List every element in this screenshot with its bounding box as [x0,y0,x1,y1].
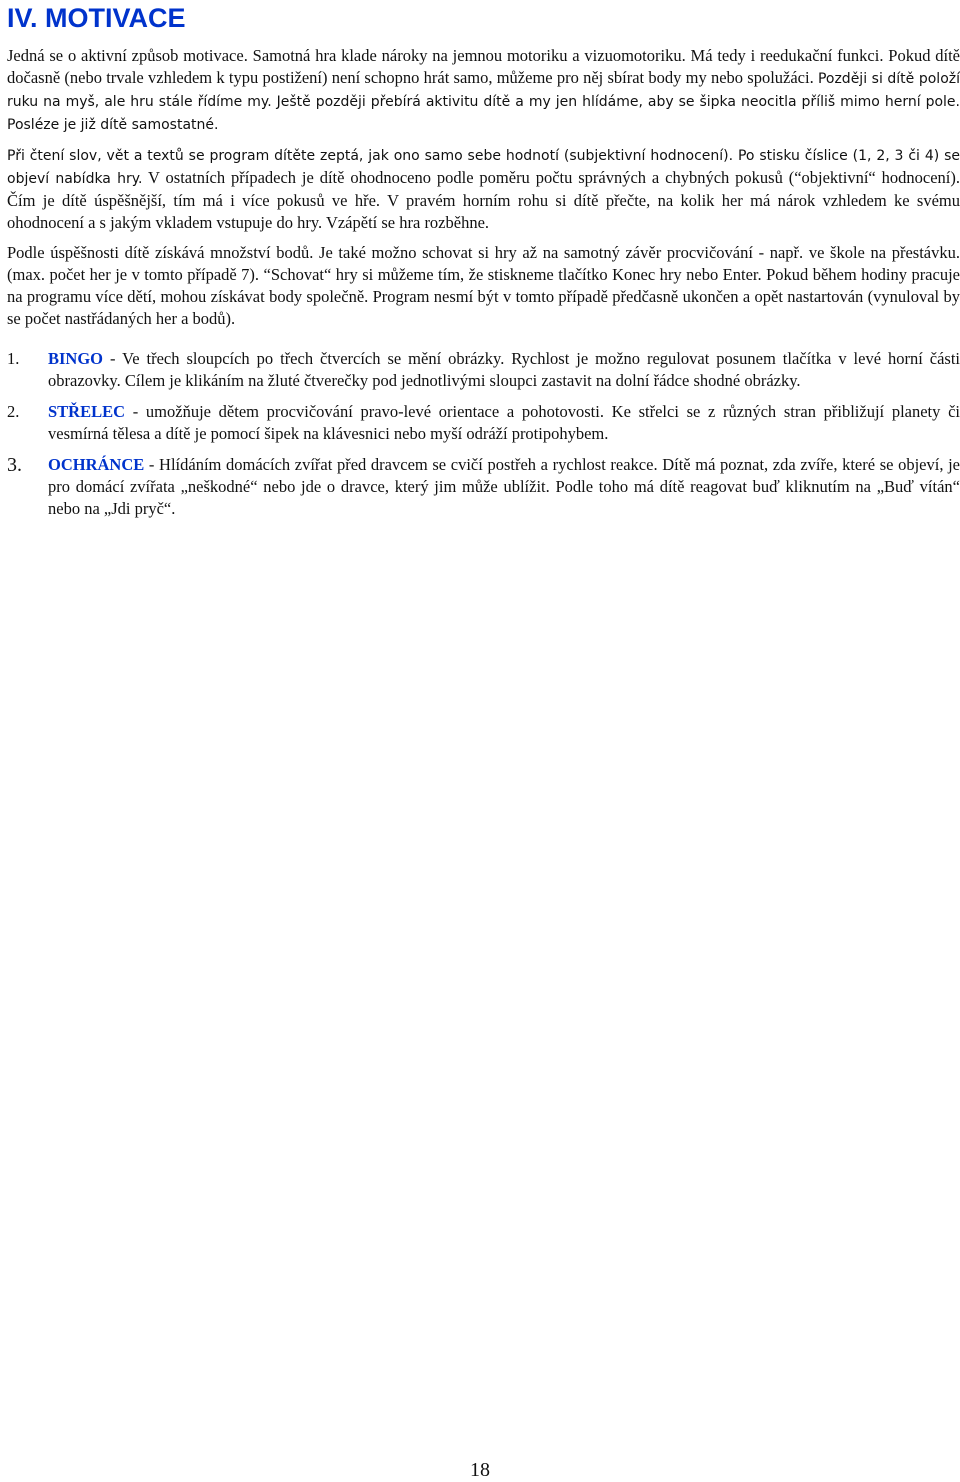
page-number: 18 [470,1459,490,1481]
paragraph-points: Podle úspěšnosti dítě získává množství bodů. Je také možno schovat si hry až na samotný závěr procvičování - např. ve škole na přestávku. (max. počet her je v tomto případě 7). “Schovat“ hry si můžeme tím, že stiskneme tlačítko Konec hry nebo Enter. Pokud během hodiny pracuje na programu více dětí, mohou získávat body společně. Program nesmí být v tomto případě předčasně ukončen a opět nastartován (vynuloval by se počet nastřádaných her a bodů). [7,243,960,328]
list-number: 1. [7,349,20,368]
list-keyword: OCHRÁNCE [48,455,145,474]
list-text: - Hlídáním domácích zvířat před dravcem se cvičí postřeh a rychlost reakce. Dítě má poznat, zda zvíře, které se objeví, je pro domácí zvířata „neškodné“ nebo jde o dravce, který jim může ublížit. Podle toho má dítě reagovat buď kliknutím na „Buď vítán“ nebo na „Jdi pryč“. [48,455,960,518]
paragraph-motivation-part-c: Ještě později přebírá aktivitu dítě a my jen hlídáme, aby se šipka neocitla příliš mimo herní pole. Posléze je již dítě samostatné. [7,94,960,133]
paragraph-motivation-part-a: Jedná se o aktivní způsob motivace. Samotná hra klade nároky na jemnou motoriku a vizuomotoriku. Má tedy i reedukační funkci. Pokud dítě dočasně (nebo trvale vzhledem k typu postižení) není schopno hrát samo, můžeme pro něj sbírat body my nebo spolužáci. [7,46,960,87]
list-spacer [7,338,960,348]
list-item-bingo [7,348,960,392]
list-item-strelec [7,401,960,445]
paragraph-motivation [7,45,960,136]
section-heading: IV. MOTIVACE [7,3,186,33]
list-text: - Ve třech sloupcích po třech čtvercích se mění obrázky. Rychlost je možno regulovat posunem tlačítka v levé horní části obrazovky. Cílem je klikáním na žluté čtverečky pod jednotlivými sloupci zastavit na dolní řádce shodné obrázky. [48,349,960,390]
paragraph-motivation-part-b: Později si dítě položí ruku na myš, ale hru stále řídíme my. [7,71,960,110]
list-number: 2. [7,402,20,421]
list-keyword: STŘELEC [48,402,126,421]
document-page [7,0,960,529]
list-text: - umožňuje dětem procvičování pravo-levé orientace a pohotovosti. Ke střelci se z různých stran přibližují planety či vesmírná tělesa a dítě je pomocí šipek na klávesnici nebo myší odráží protipohybem. [48,402,960,443]
paragraph-evaluation-part-b: V ostatních případech je dítě ohodnoceno podle poměru počtu správných a chybných pokusů (“objektivní“ hodnocení). Čím je dítě úspěšnější, tím má i více pokusů ve hře. V pravém horním rohu si dítě přečte, na kolik her má nárok vzhledem ke svému ohodnocení a s jakým vkladem vstupuje do hry. Vzápětí se hra rozběhne. [7,168,960,232]
list-keyword: BINGO [48,349,104,368]
list-number: 3. [7,454,22,476]
paragraph-evaluation-part-a: Při čtení slov, vět a textů se program dítěte zeptá, jak ono samo sebe hodnotí (subjektivní hodnocení). Po stisku číslice (1, 2, 3 či 4) se objeví nabídka hry. [7,148,960,187]
list-item-ochrance [7,454,960,520]
paragraph-evaluation [7,144,960,234]
